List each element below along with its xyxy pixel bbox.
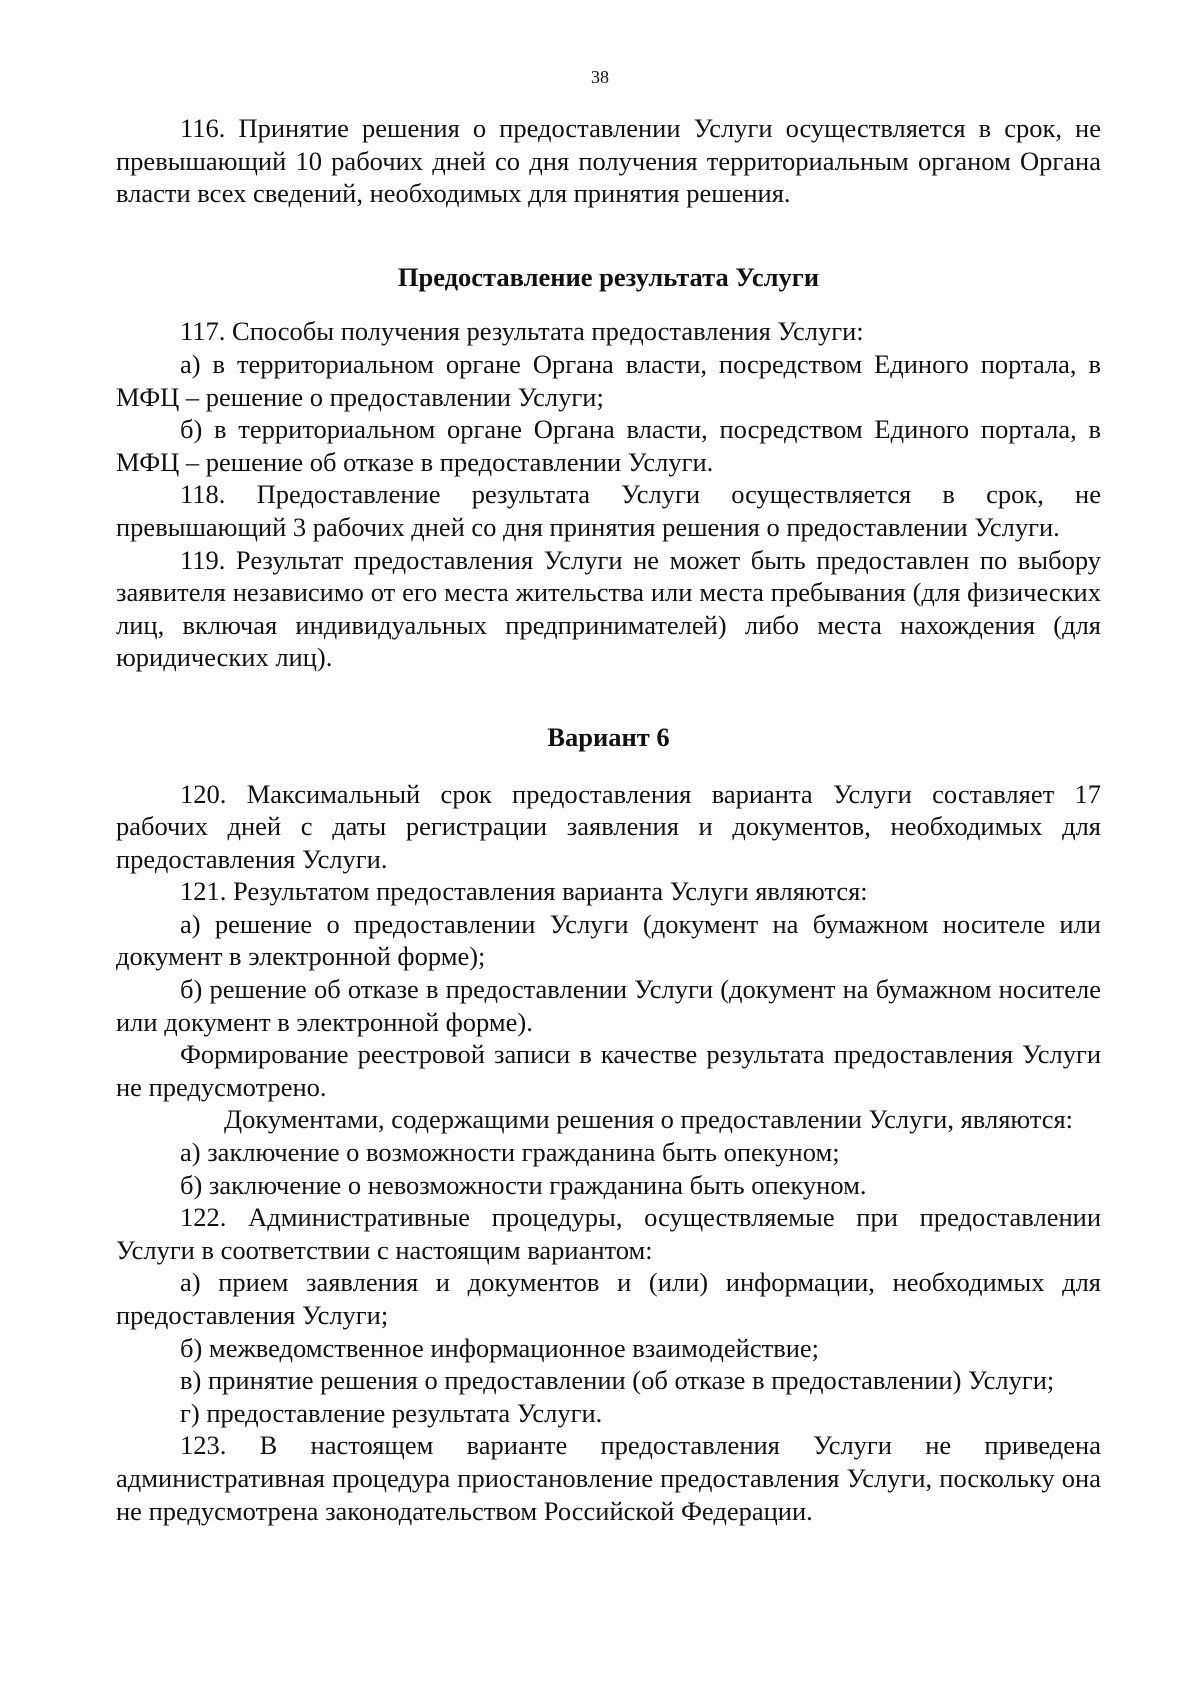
- paragraph-121-a: а) решение о предоставлении Услуги (документ на бумажном носителе или документ в электронной форме);: [116, 908, 1101, 972]
- paragraph-122: 122. Административные процедуры, осуществляемые при предоставлении Услуги в соответствии с настоящим вариантом:: [116, 1202, 1101, 1265]
- paragraph-121: 121. Результатом предоставления варианта Услуги являются:: [180, 876, 868, 907]
- paragraph-122-b: б) межведомственное информационное взаимодействие;: [180, 1332, 820, 1363]
- paragraph-116: 116. Принятие решения о предоставлении Услуги осуществляется в срок, не превышающий 10 рабочих дней со дня получения территориальным органом Органа власти всех сведений, необходимых для принятия решения.: [116, 113, 1101, 209]
- paragraph-118: 118. Предоставление результата Услуги осуществляется в срок, не превышающий 3 рабочих дней со дня принятия решения о предоставлении Услуги.: [116, 479, 1101, 542]
- paragraph-117-a: а) в территориальном органе Органа власти, посредством Единого портала, в МФЦ – решение о предоставлении Услуги;: [116, 348, 1101, 412]
- paragraph-119: 119. Результат предоставления Услуги не может быть предоставлен по выбору заявителя независимо от его места жительства или места пребывания (для физических лиц, включая индивидуальных предпринимателей) либо места нахождения (для юридических лиц).: [116, 544, 1101, 673]
- paragraph-documents: Документами, содержащими решения о предоставлении Услуги, являются:: [224, 1104, 1074, 1135]
- paragraph-121-b: б) решение об отказе в предоставлении Услуги (документ на бумажном носителе или документ в электронной форме).: [116, 974, 1101, 1037]
- paragraph-117-b: б) в территориальном органе Органа власти, посредством Единого портала, в МФЦ – решение об отказе в предоставлении Услуги.: [116, 414, 1101, 477]
- paragraph-117: 117. Способы получения результата предоставления Услуги:: [180, 316, 864, 347]
- paragraph-122-c: в) принятие решения о предоставлении (об отказе в предоставлении) Услуги;: [180, 1365, 1055, 1396]
- paragraph-documents-b: б) заключение о невозможности гражданина быть опекуном.: [180, 1169, 867, 1200]
- section-heading-result: Предоставление результата Услуги: [397, 261, 820, 292]
- paragraph-registry: Формирование реестровой записи в качестве результата предоставления Услуги не предусмотрено.: [116, 1039, 1101, 1102]
- paragraph-documents-a: а) заключение о возможности гражданина быть опекуном;: [180, 1137, 840, 1168]
- paragraph-123: 123. В настоящем варианте предоставления Услуги не приведена административная процедура приостановление предоставления Услуги, поскольку она не предусмотрена законодательством Российской Федерации.: [116, 1430, 1101, 1526]
- paragraph-120: 120. Максимальный срок предоставления варианта Услуги составляет 17 рабочих дней с даты регистрации заявления и документов, необходимых для предоставления Услуги.: [116, 778, 1101, 874]
- document-body: [116, 112, 1101, 1527]
- page-number: 38: [591, 67, 609, 87]
- paragraph-122-a: а) прием заявления и документов и (или) информации, необходимых для предоставления Услуги;: [116, 1267, 1101, 1330]
- paragraph-122-d: г) предоставление результата Услуги.: [180, 1397, 603, 1428]
- section-heading-variant-6: Вариант 6: [547, 721, 670, 752]
